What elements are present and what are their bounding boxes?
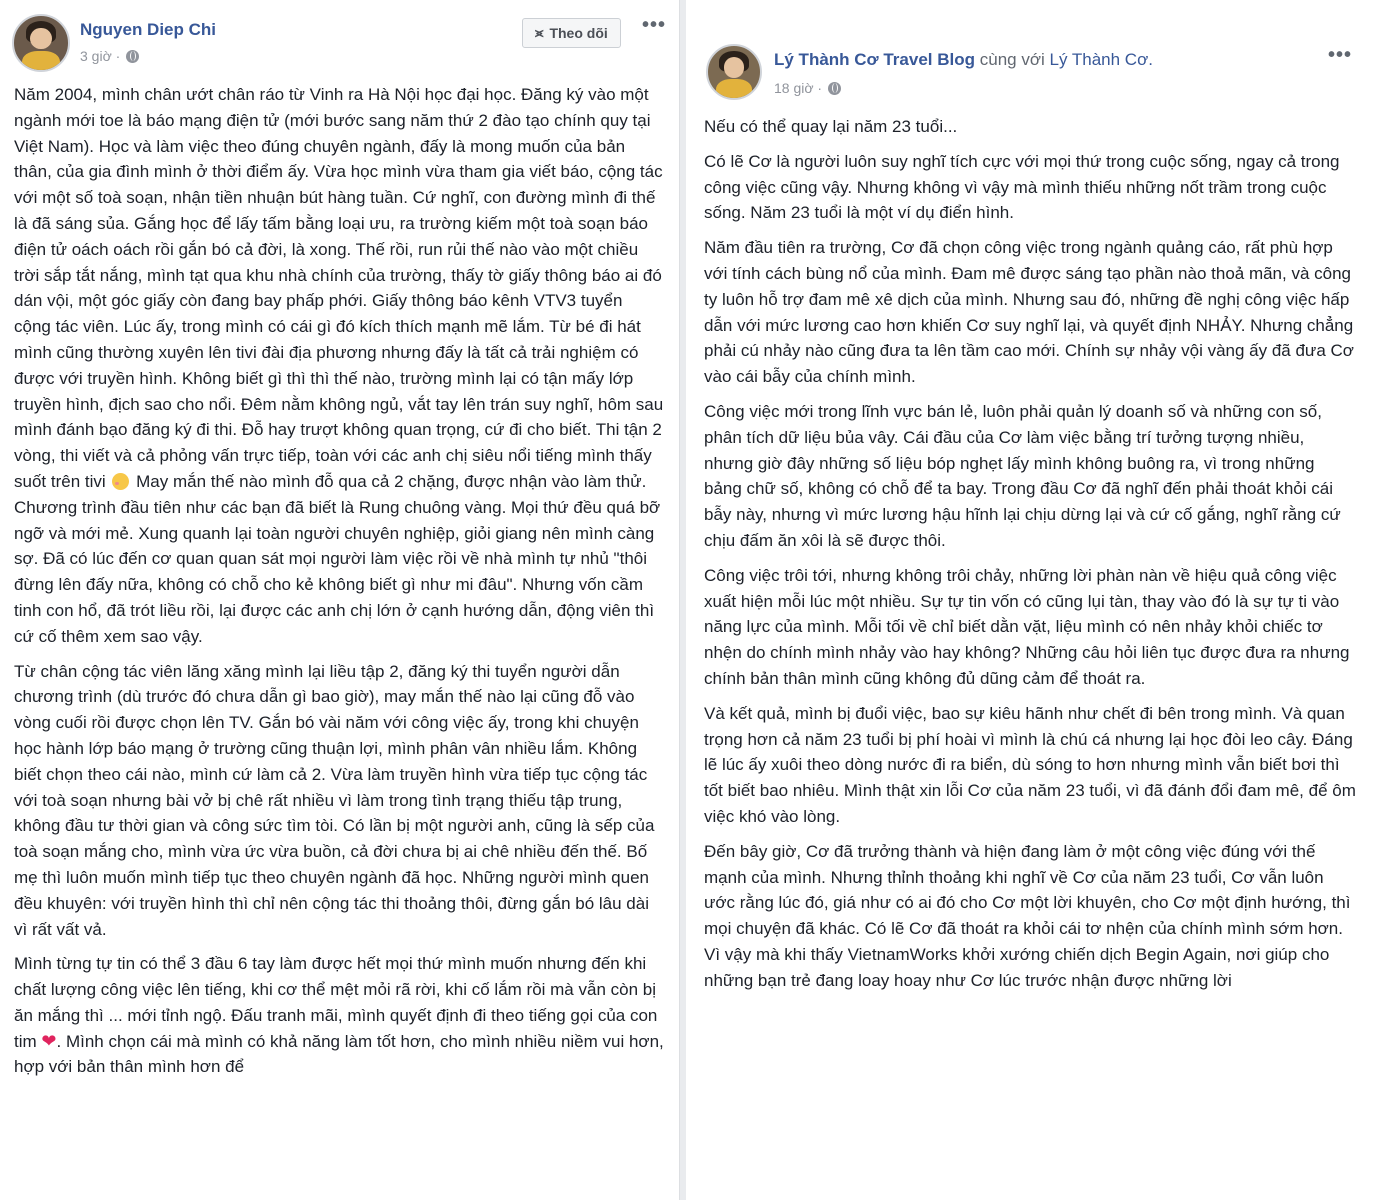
post-paragraph: Nếu có thể quay lại năm 23 tuổi... — [704, 117, 958, 136]
post-meta — [80, 48, 139, 64]
author-line — [774, 50, 1153, 70]
post-paragraph: Năm đầu tiên ra trường, Cơ đã chọn công việc trong ngành quảng cáo, rất phù hợp với tính cách bùng nổ của mình. Đam mê được sáng tạo phần nào thoả mãn, và công ty luôn hỗ trợ đam mê xê dịch của mình. Nhưng sau đó, những đề nghị công việc hấp dẫn với mức lương cao hơn khiến Cơ suy nghĩ lại, và quyết định NHẢY. Nhưng chẳng phải cú nhảy nào cũng đưa ta lên tầm cao mới. Chính sự nhảy vội vàng ấy đã đưa Cơ vào cái bẫy của chính mình. — [704, 238, 1354, 387]
post-meta — [774, 80, 841, 96]
author-name[interactable]: Nguyen Diep Chi — [80, 20, 217, 39]
more-options-icon[interactable]: ••• — [642, 14, 667, 36]
post-paragraph: Công việc trôi tới, nhưng không trôi chảy, những lời phàn nàn về hiệu quả công việc xuất hiện mỗi lúc một nhiều. Sự tự tin vốn có cũng lụi tàn, thay vào đó là sự tự ti vào năng lực của mình. Mỗi tối về chỉ biết dằn vặt, liệu mình có nên nhảy khỏi chiếc tơ nhện do chính mình nhảy vào hay không? Những câu hỏi liên tục được đưa ra nhưng chính bản thân mình cũng không đủ dũng cảm để thoát ra. — [704, 565, 1350, 688]
post-time[interactable]: 18 giờ · — [774, 80, 823, 96]
left-post — [0, 0, 680, 1200]
post-body — [704, 114, 1356, 1003]
follow-button[interactable] — [522, 18, 621, 48]
post-header — [686, 0, 1379, 96]
post-paragraph: Năm 2004, mình chân ướt chân ráo từ Vinh ra Hà Nội học đại học. Đăng ký vào một ngành mới toe là báo mạng điện tử (mới bước sang năm thứ 2 đào tạo chính quy tại Việt Nam). Học và làm việc theo đúng chuyên ngành, đấy là mong muốn của bản thân, của gia đình mình ở thời điểm ấy. Vừa học mình vừa tham gia viết báo, cộng tác với một số toà soạn, nhận tiền nhuận bút hàng tuần. Cứ nghĩ, con đường mình đi thế là đã sáng sủa. Gắng học để lấy tấm bằng loại ưu, ra trường kiếm một toà soạn báo điện tử oách oách rồi gắn bó cả đời, là xong. Thế rồi, run rủi thế nào vào một chiều trời sắp tắt nắng, mình tạt qua khu nhà chính của trường, thấy tờ giấy thông báo ai đó dán vội, một góc giấy còn đang bay phấp phới. Giấy thông báo kênh VTV3 tuyển cộng tác viên. Lúc ấy, trong mình có cái gì đó kích thích mạnh mẽ lắm. Từ bé đi hát mình cũng thường xuyên lên tivi đài địa phương nhưng đấy là tất cả trải nghiệm có được với truyền hình. Không biết gì thì thì thế nào, trường mình lại có tận mấy lớp truyền hình, địch sao cho nổi. Đêm nằm không ngủ, vắt tay lên trán suy nghĩ, hôm sau mình đánh bạo đăng ký đi thi. Đỗ hay trượt không quan trọng, cứ đi cho biết. Thi tận 2 vòng, thi viết và cả phỏng vấn trực tiếp, toàn với các anh chị siêu nổi tiếng mình thấy suốt trên tivi May mắn thế nào mình đỗ qua cả 2 chặng, được nhận vào làm thử. Chương trình đầu tiên như các bạn đã biết là Rung chuông vàng. Mọi thứ đều quá bỡ ngỡ và mới mẻ. Xung quanh lại toàn người chuyên nghiệp, giỏi giang nên mình càng sợ. Đã có lúc đến cơ quan quan sát mọi người làm việc rồi về nhà mình tự nhủ "thôi đừng lên đấy nữa, không có chỗ cho kẻ không biết gì như mi đâu". Nhưng vốn cầm tinh con hổ, đã trót liều rồi, lại được các anh chị lớn ở cạnh hướng dẫn, động viên thì cứ cố thêm xem sao vậy. — [14, 85, 664, 646]
post-paragraph: Từ chân cộng tác viên lăng xăng mình lại liều tập 2, đăng ký thi tuyển người dẫn chương trình (dù trước đó chưa dẫn gì bao giờ), may mắn thế nào lại cũng đỗ vào vòng cuối rồi được chọn lên TV. Gắn bó vài năm với công việc ấy, trong khi chuyện học hành lớp báo mạng ở trường cũng thuận lợi, mình phân vân nhiều lắm. Không biết chọn theo cái nào, mình cứ làm cả 2. Vừa làm truyền hình vừa tiếp tục cộng tác với toà soạn nhưng bài vở bị chê rất nhiều vì làm trong tình trạng thiếu tập trung, không đầu tư thời gian và công sức tìm tòi. Có lần bị một người anh, cũng là sếp của toà soạn mắng cho, mình vừa ức vừa buồn, cả đời chưa bị ai chê nhiều đến thế. Bố mẹ thì luôn muốn mình tiếp tục theo chuyên ngành đã học. Những người mình quen đều khuyên: với truyền hình thì chỉ nên cộng tác thi thoảng thôi, đừng gắn bó lâu dài vì rất vất vả. — [14, 661, 655, 939]
avatar[interactable] — [706, 44, 762, 100]
heart-icon: ❤ — [41, 1030, 57, 1051]
globe-icon — [126, 50, 139, 63]
rss-icon: ⪤ — [535, 25, 544, 40]
post-paragraph: Có lẽ Cơ là người luôn suy nghĩ tích cực với mọi thứ trong cuộc sống, ngay cả trong công việc cũng vậy. Nhưng không vì vậy mà mình thiếu những nốt trầm trong cuộc sống. Năm 23 tuổi là một ví dụ điển hình. — [704, 151, 1340, 223]
more-options-icon[interactable]: ••• — [1328, 44, 1353, 66]
tagged-user[interactable]: Lý Thành Cơ. — [1049, 50, 1153, 69]
right-post — [686, 0, 1379, 1200]
post-header — [0, 0, 679, 80]
with-text: cùng với — [979, 50, 1045, 69]
post-time[interactable]: 3 giờ · — [80, 48, 121, 64]
avatar[interactable] — [12, 14, 70, 72]
follow-label: Theo dõi — [549, 25, 608, 41]
post-paragraph: Công việc mới trong lĩnh vực bán lẻ, luôn phải quản lý doanh số và những con số, phân tích dữ liệu bủa vây. Cái đầu của Cơ làm việc bằng trí tưởng tượng nhiều, nhưng giờ đây những số liệu bóp nghẹt lấy mình không buông ra, vì trong những bảng chữ số, không có chỗ để ta bay. Trong đầu Cơ đã nghĩ đến phải thoát khỏi cái bẫy này, nhưng vì mức lương hậu hĩnh lại chịu dừng lại và cứ cố gắng, nghĩ rằng cứ chịu đấm ăn xôi là sẽ được thôi. — [704, 401, 1341, 550]
globe-icon — [828, 82, 841, 95]
smiling-face-with-hearts-icon — [112, 473, 129, 490]
post-paragraph: Mình từng tự tin có thể 3 đầu 6 tay làm được hết mọi thứ mình muốn nhưng đến khi chất lượng công việc lên tiếng, khi cơ thể mệt mỏi rã rời, khi cố lắm rồi mà vẫn còn bị ăn mắng thì ... mới tỉnh ngộ. Đấu tranh mãi, mình quyết định đi theo tiếng gọi của con tim ❤. Mình chọn cái mà mình có khả năng làm tốt hơn, cho mình nhiều niềm vui hơn, hợp với bản thân mình hơn để — [14, 954, 664, 1077]
author-name[interactable]: Lý Thành Cơ Travel Blog — [774, 50, 976, 69]
post-body — [14, 82, 664, 1089]
post-paragraph: Và kết quả, mình bị đuổi việc, bao sự kiêu hãnh như chết đi bên trong mình. Và quan trọng hơn cả năm 23 tuổi bị phí hoài vì mình là chú cá nhưng lại học đòi leo cây. Đáng lẽ lúc ấy xuôi theo dòng nước đi ra biển, dù sóng to hơn nhưng mình vẫn biết bơi thì tốt biết bao nhiêu. Mình thật xin lỗi Cơ của năm 23 tuổi, vì đã đánh đổi đam mê, để ôm việc khó vào lòng. — [704, 703, 1356, 826]
post-paragraph: Đến bây giờ, Cơ đã trưởng thành và hiện đang làm ở một công việc đúng với thế mạnh của mình. Nhưng thỉnh thoảng khi nghĩ về Cơ của năm 23 tuổi, Cơ vẫn luôn ước rằng lúc đó, giá như có ai đó cho Cơ một lời khuyên, cho Cơ một định hướng, thì mọi chuyện đã khác. Có lẽ Cơ đã thoát ra khỏi cái tơ nhện của chính mình sớm hơn. Vì vậy mà khi thấy VietnamWorks khởi xướng chiến dịch Begin Again, nơi giúp cho những bạn trẻ đang loay hoay như Cơ lúc trước nhận được những lời — [704, 841, 1351, 990]
